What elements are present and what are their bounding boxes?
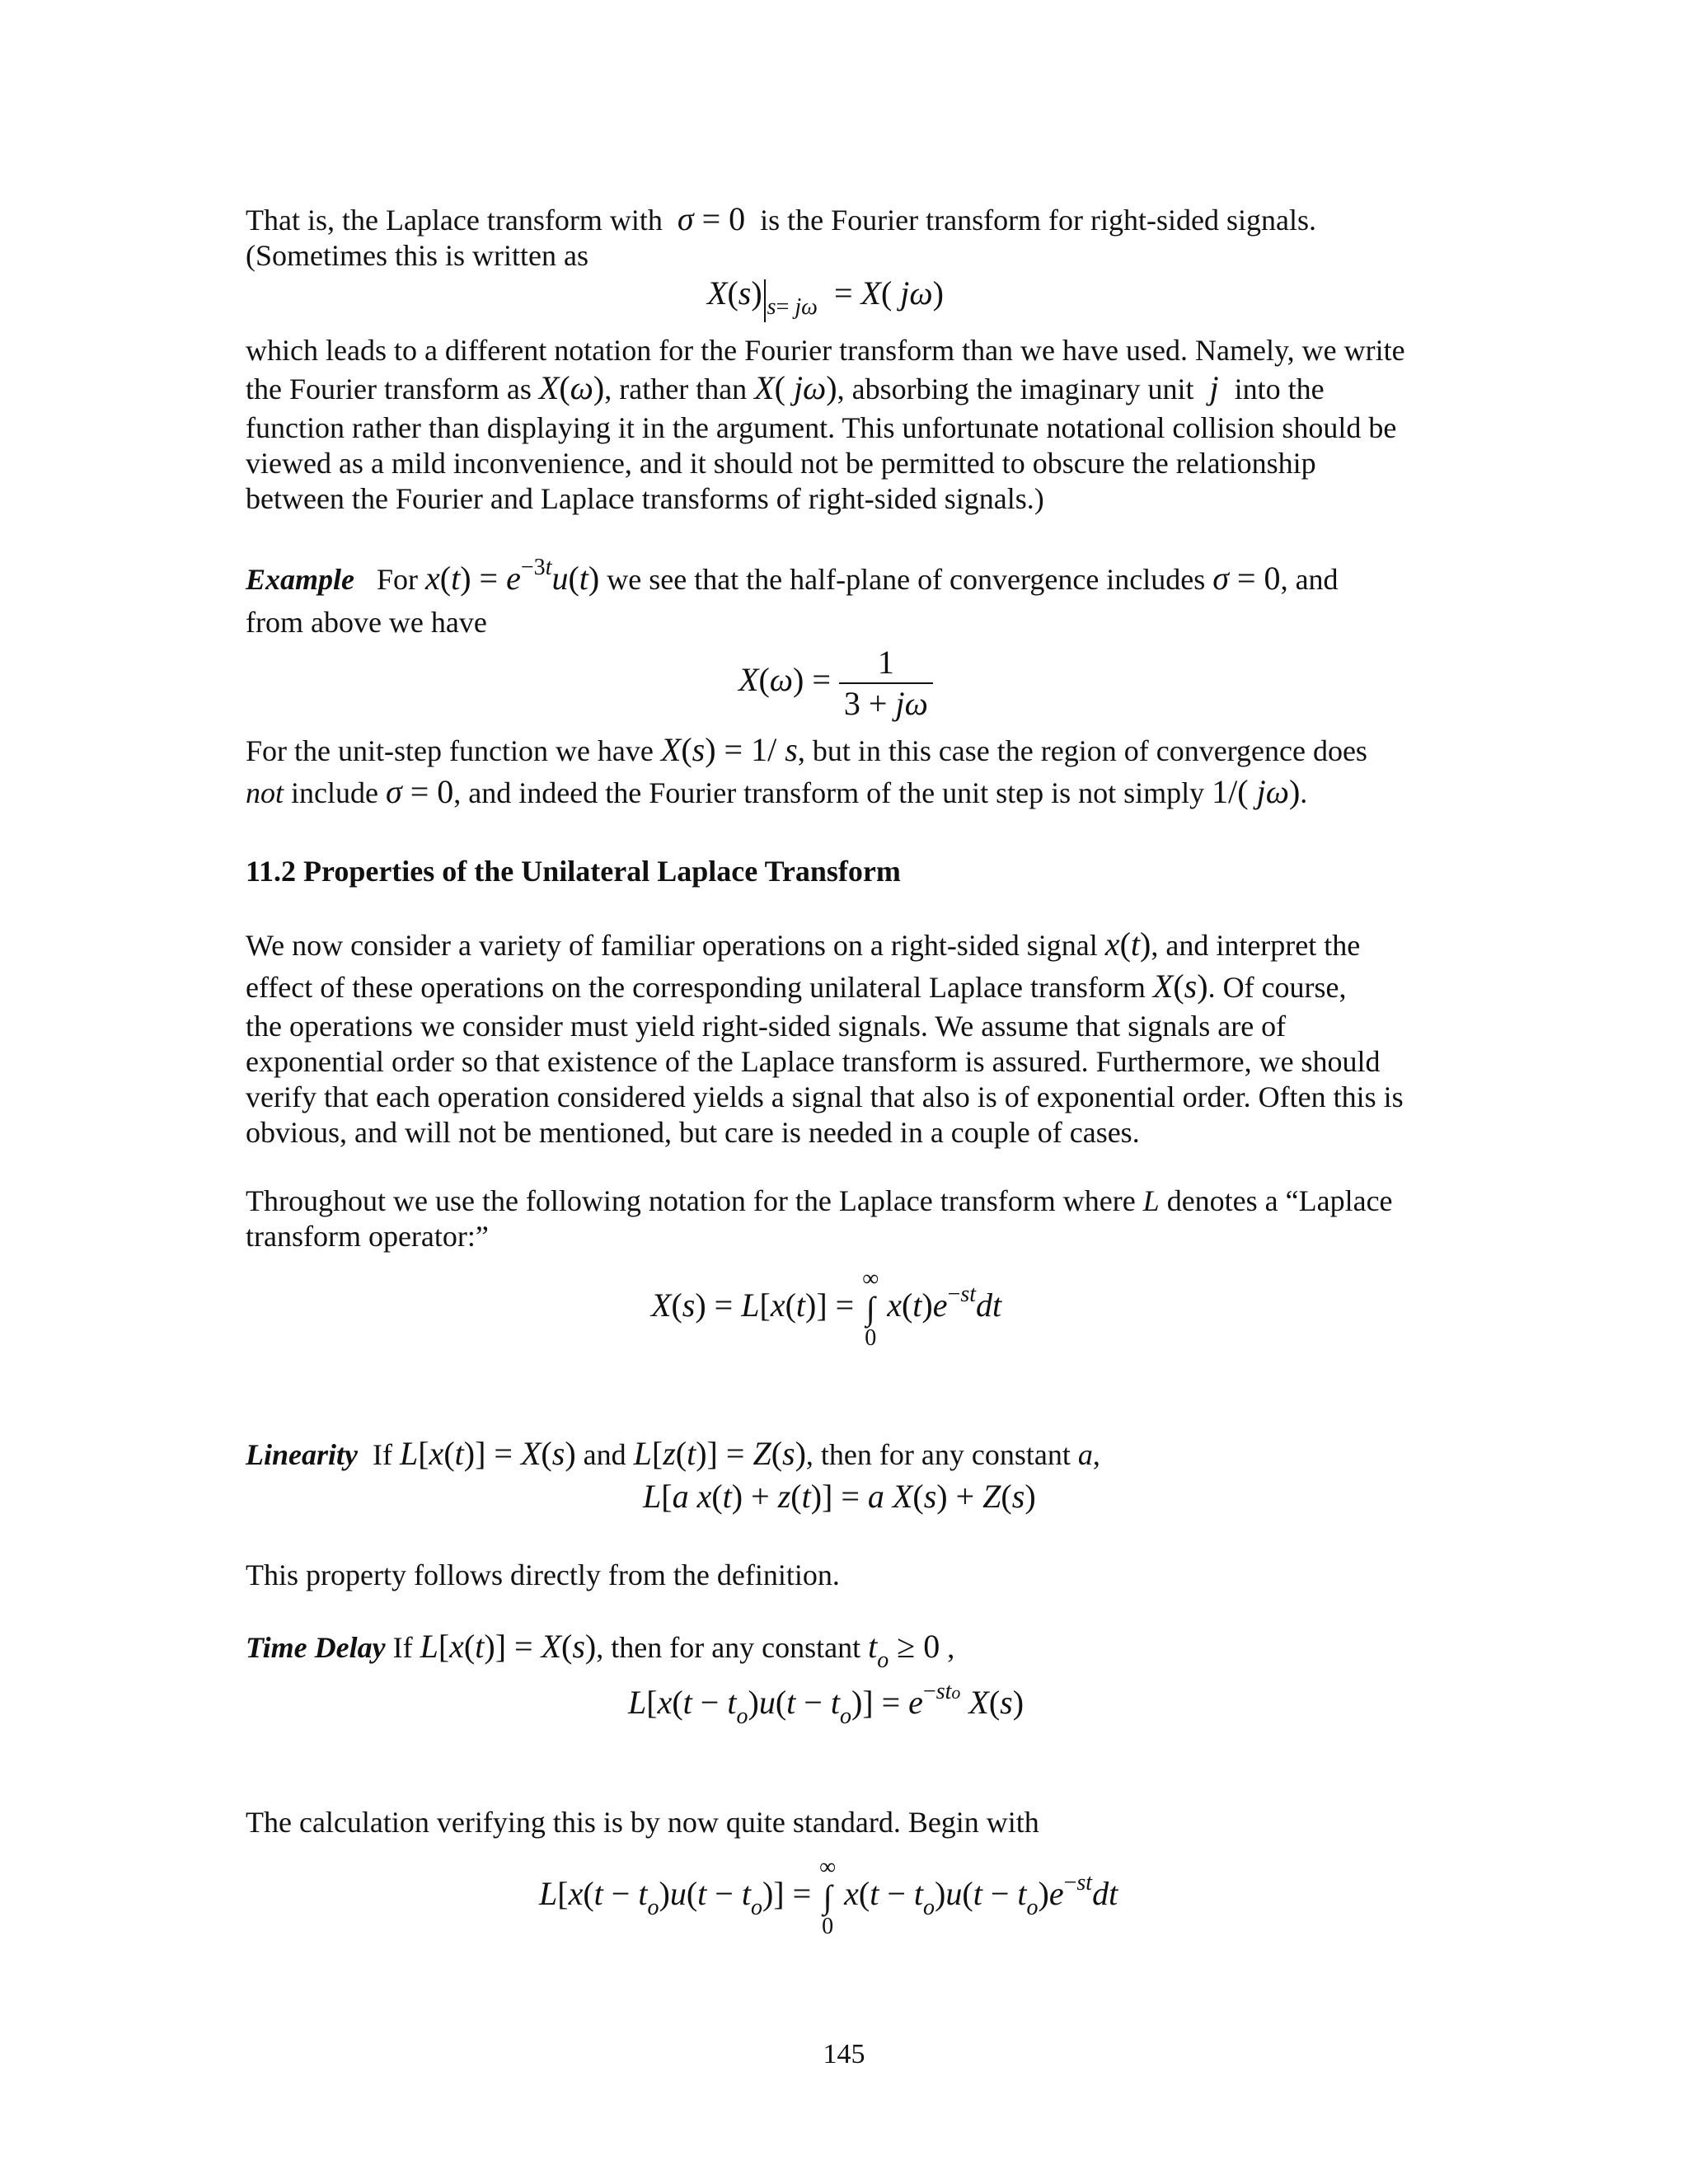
text-line: Time Delay If L[x(t)] = X(s), then for any constant $t_o \ge 0$ , — [246, 1628, 955, 1673]
text-span: If — [392, 1631, 413, 1664]
text-span: Throughout we use the following notation for the Laplace transform where — [246, 1184, 1136, 1217]
paragraph-example — [246, 555, 1442, 640]
text-line: (Sometimes this is written as — [246, 239, 588, 272]
text-span: For — [377, 563, 419, 596]
text-emphasis: not — [246, 776, 284, 809]
example-label: Example — [246, 563, 354, 596]
text-line: viewed as a mild inconvenience, and it should not be permitted to obscure the relationship — [246, 447, 1316, 480]
paragraph-notation — [246, 333, 1442, 517]
integral-sign: ∞ ∫ 0 — [862, 1266, 879, 1351]
linearity-label: Linearity — [246, 1438, 358, 1471]
math-x-of-s: X(s) — [1152, 968, 1208, 1005]
text-line: transform operator:” — [246, 1220, 489, 1253]
text-line: between the Fourier and Laplace transforms of right-sided signals.) — [246, 482, 1044, 515]
math-L-x: L[x(t)] = X(s) — [399, 1435, 576, 1472]
text-span: . Of course, — [1207, 971, 1347, 1004]
text-line: verify that each operation considered yields a signal that also is of exponential order. Often this is — [246, 1080, 1404, 1113]
text-line: exponential order so that existence of the Laplace transform is assured. Furthermore, we should — [246, 1045, 1381, 1078]
text-line: which leads to a different notation for the Fourier transform than we have used. Namely, we write — [246, 334, 1405, 367]
text-line — [246, 1183, 1442, 1219]
paragraph-linearity-note: This property follows directly from the definition. — [246, 1558, 840, 1591]
text-line — [246, 201, 1442, 238]
text-line — [246, 926, 1442, 963]
text-span: If — [372, 1438, 392, 1471]
text-line — [246, 1436, 1442, 1473]
equation-linearity: L[a x(t) + z(t)] = a X(s) + Z(s) — [643, 1478, 1036, 1515]
text-span: and — [583, 1438, 626, 1471]
equation-time-delay-integral: $L[x(t - t_o)u(t - t_o)]$ = ∞ ∫ 0 $x(t - t_o)u(t - t_o)e^{-st}dt$ — [539, 1853, 1118, 1942]
text-span: we see that the half-plane of convergence includes — [607, 563, 1206, 596]
text-span: , rather than — [604, 373, 748, 405]
text-emphasis: L — [1142, 1184, 1160, 1217]
section-heading: 11.2 Properties of the Unilateral Laplace Transform — [246, 855, 901, 888]
text-line — [246, 968, 1442, 1005]
math-x-jomega: X( jω) — [754, 369, 837, 406]
text-span: , but in this case the region of convergence does — [797, 734, 1367, 767]
text-line — [246, 732, 1442, 769]
text-span: , absorbing the imaginary unit — [837, 373, 1194, 405]
text-line: obvious, and will not be mentioned, but care is needed in a couple of cases. — [246, 1116, 1140, 1149]
text-line: the operations we consider must yield right-sided signals. We assume that signals are of — [246, 1010, 1287, 1043]
text-line: not include σ = 0, and indeed the Fourier transform of the unit step is not simply 1/( jω). — [246, 773, 1308, 810]
text-span: is the Fourier transform for right-sided signals. — [760, 204, 1317, 237]
math-sigma-zero: σ = 0 — [677, 200, 746, 237]
text-emphasis: a — [1077, 1438, 1093, 1471]
page-number: 145 — [823, 2039, 865, 2069]
text-span: , then for any constant — [805, 1438, 1071, 1471]
fraction: $\frac{1}{3 + j\omega}$ — [839, 643, 933, 724]
text-span: That is, the Laplace transform with — [246, 204, 663, 237]
paragraph-intro — [246, 201, 1442, 274]
text-line — [246, 555, 1442, 600]
equation-example-result: X(ω) = $\frac{1}{3 + j\omega}$ — [738, 643, 933, 724]
text-span: include — [291, 776, 378, 809]
math-sigma-zero: σ = 0 — [1212, 560, 1281, 597]
math-L-z: L[z(t)] = Z(s) — [633, 1435, 806, 1472]
math-x-of-t: x(t) — [1104, 926, 1151, 963]
paragraph-time-delay — [246, 1628, 1442, 1673]
paragraph-unit-step — [246, 732, 1442, 811]
math-to-nonneg: $t_o \ge 0$ — [868, 1628, 940, 1673]
math-x-s-one-over-s: X(s) = 1/ s — [660, 731, 798, 768]
math-one-over-jomega: 1/( jω) — [1212, 773, 1301, 810]
text-span: For the unit-step function we have — [246, 734, 654, 767]
paragraph-properties-intro — [246, 926, 1442, 1151]
math-x-of-t-def: $x(t) = e^{-3t}u(t)$ — [425, 555, 600, 597]
text-span: denotes a “Laplace — [1166, 1184, 1393, 1217]
equation-restriction: X(s) $_{s= j\omega}$ = X( jω) — [707, 274, 944, 322]
text-span: the Fourier transform as — [246, 373, 532, 405]
math-j: j — [1201, 369, 1227, 406]
text-span: into the — [1234, 373, 1325, 405]
paragraph-notation-operator — [246, 1183, 1442, 1254]
paragraph-calculation: The calculation verifying this is by now quite standard. Begin with — [246, 1806, 1039, 1839]
equation-laplace-definition: X(s) = L[x(t)] = ∞ ∫ 0 $x(t)e^{-st}dt$ — [651, 1264, 1001, 1353]
text-span: effect of these operations on the corresponding unilateral Laplace transform — [246, 971, 1146, 1004]
paragraph-linearity — [246, 1436, 1442, 1473]
text-line: function rather than displaying it in the argument. This unfortunate notational collision should be — [246, 411, 1397, 444]
text-line — [246, 370, 1442, 407]
text-span: , and interpret the — [1151, 929, 1361, 962]
integral-sign: ∞ ∫ 0 — [819, 1854, 837, 1939]
text-span: , and — [1280, 563, 1339, 596]
text-span: , then for any constant — [596, 1631, 861, 1664]
math-sigma-zero: σ = 0 — [385, 773, 454, 810]
text-line: from above we have — [246, 606, 487, 639]
math-L-x: L[x(t)] = X(s) — [420, 1628, 597, 1665]
equation-time-delay: $L[x(t - t_o)u(t - t_o)] = e^{-sto}$ X(s) — [628, 1679, 1025, 1729]
text-span: , — [1092, 1438, 1100, 1471]
math-x-omega: X(ω) — [538, 369, 605, 406]
text-span: , and indeed the Fourier transform of the unit step is not simply — [453, 776, 1205, 809]
text-span: We now consider a variety of familiar operations on a right-sided signal — [246, 929, 1098, 962]
time-delay-label: Time Delay — [246, 1631, 386, 1664]
